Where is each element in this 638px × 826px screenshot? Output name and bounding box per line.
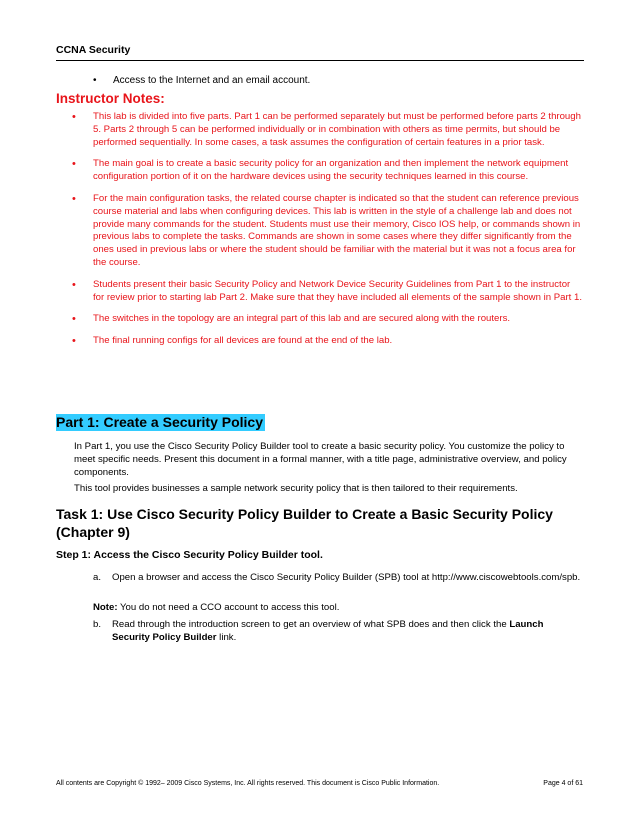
requirement-bullet bbox=[93, 75, 310, 86]
instructor-notes-list bbox=[72, 111, 584, 357]
note-text: For the main configuration tasks, the related course chapter is indicated so that the student can reference previous course material and labs when configuring devices. This lab is written in the style of a challenge lab and does not provide many commands for the student. Students must use their memory, Cisco IOS help, or commands shown in previous labs to complete the tasks. Commands are shown in some cases where they differ significantly from the ones used in previous labs or where the student should be familiar with the material but it was not a focus area for the course. bbox=[93, 192, 581, 268]
bullet-marker: • bbox=[72, 158, 76, 171]
step-b bbox=[93, 619, 583, 645]
footer-page-number: Page 4 of 61 bbox=[543, 780, 583, 787]
note-text: The switches in the topology are an integral part of this lab and are secured along with the routers. bbox=[93, 313, 511, 325]
step-a-text: Open a browser and access the Cisco Security Policy Builder (SPB) tool at http://www.ciscowebtools.com/spb. bbox=[112, 572, 581, 583]
header-divider bbox=[56, 60, 584, 61]
task1-heading: Task 1: Use Cisco Security Policy Builder to Create a Basic Security Policy (Chapter 9) bbox=[56, 506, 553, 540]
launch-spb-link: Launch Security Policy Builder bbox=[112, 619, 544, 643]
part1-heading-text: Part 1: Create a Security Policy bbox=[56, 414, 263, 430]
step-b-content bbox=[112, 619, 583, 645]
requirement-text: Access to the Internet and an email account. bbox=[113, 75, 311, 86]
note-text: Students present their basic Security Policy and Network Device Security Guidelines from Part 1 to the instructor for review prior to starting lab Part 2. Make sure that they have included all elements of the sample shown in Part 1. bbox=[93, 278, 582, 303]
list-item bbox=[72, 158, 584, 184]
step-b-text-end: link. bbox=[216, 631, 237, 643]
part1-heading bbox=[56, 414, 265, 430]
part1-intro-paragraph: In Part 1, you use the Cisco Security Policy Builder tool to create a basic security policy. You customize the policy to meet specific needs. Present this document in a formal manner, with a title page, administrative overview, and policy components. bbox=[74, 441, 567, 478]
step-b-label: b. bbox=[93, 619, 102, 630]
note-text: You do not need a CCO account to access this tool. bbox=[117, 602, 340, 613]
instructor-notes-heading: Instructor Notes: bbox=[56, 91, 165, 106]
step-a-label: a. bbox=[93, 572, 102, 583]
part1-tool-paragraph: This tool provides businesses a sample network security policy that is then tailored to their requirements. bbox=[74, 483, 518, 494]
footer-copyright: All contents are Copyright © 1992– 2009 Cisco Systems, Inc. All rights reserved. This document is Cisco Public Information. bbox=[56, 780, 440, 787]
note-text: The main goal is to create a basic security policy for an organization and then implement the network equipment configuration portion of it on the hardware devices using the security techniques learned in this course. bbox=[93, 158, 569, 183]
bullet-marker: • bbox=[72, 278, 76, 291]
bullet-marker: • bbox=[72, 111, 76, 123]
bullet-marker: • bbox=[72, 313, 76, 326]
bullet-marker: • bbox=[72, 192, 76, 205]
list-item bbox=[72, 193, 584, 270]
list-item bbox=[72, 111, 584, 149]
list-item bbox=[72, 335, 584, 348]
note-label: Note: bbox=[93, 602, 118, 613]
step-a bbox=[93, 572, 583, 585]
step-b-text: Read through the introduction screen to get an overview of what SPB does and then click the bbox=[112, 619, 510, 630]
note-text: The final running configs for all devices are found at the end of the lab. bbox=[93, 335, 393, 347]
bullet-marker: • bbox=[93, 75, 97, 86]
bullet-marker: • bbox=[72, 335, 76, 348]
step-note bbox=[93, 602, 339, 613]
step1-heading: Step 1: Access the Cisco Security Policy Builder tool. bbox=[56, 549, 323, 561]
note-text: This lab is divided into five parts. Part 1 can be performed separately but must be performed before parts 2 through 5. Parts 2 through 5 can be performed individually or in combination with others as time permits, but should be performed sequentially. In some cases, a task assumes the configuration of certain features in a prior task. bbox=[93, 111, 581, 148]
list-item bbox=[72, 279, 584, 305]
page-header-title: CCNA Security bbox=[56, 44, 131, 56]
list-item bbox=[72, 313, 584, 326]
